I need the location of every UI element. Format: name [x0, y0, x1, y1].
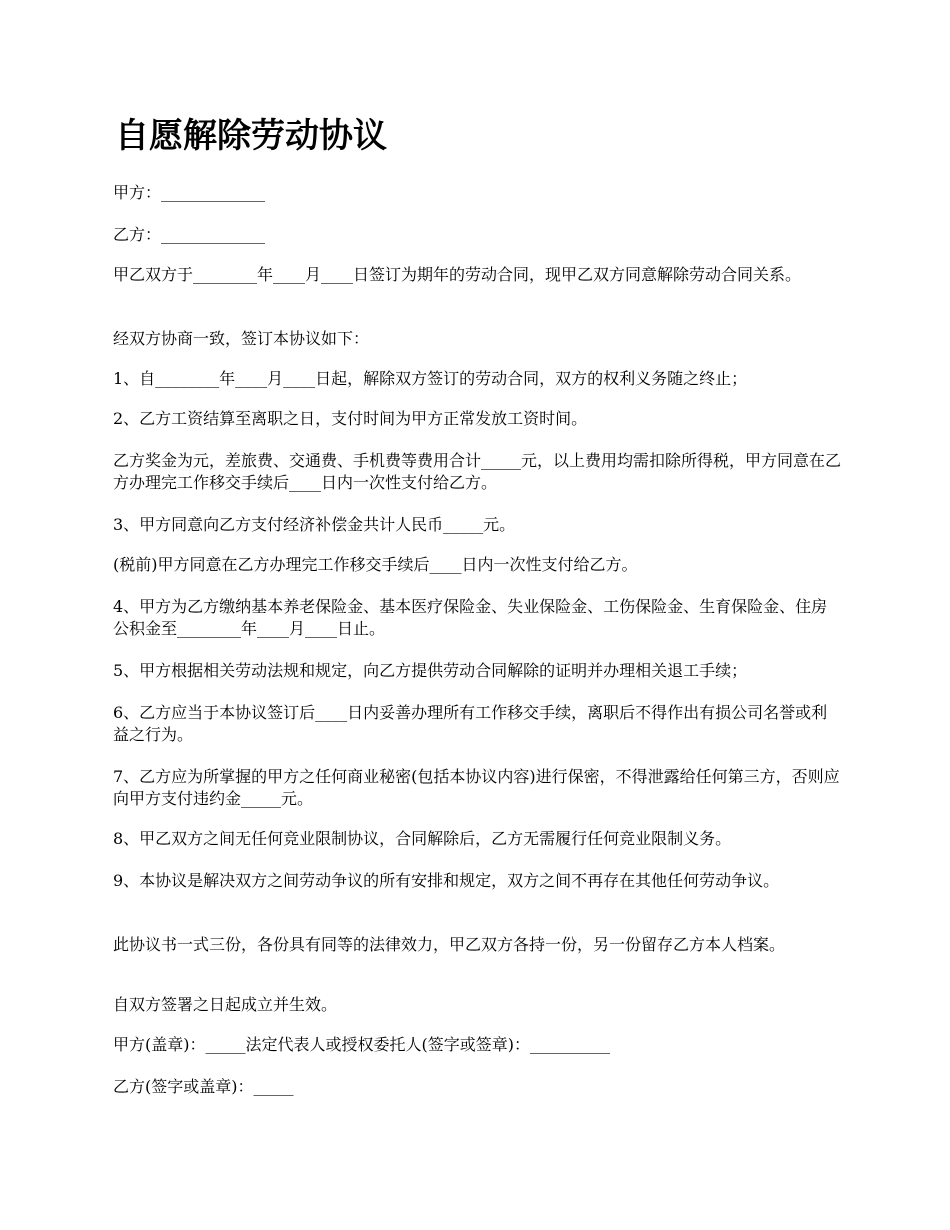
party-a-signature-line: 甲方(盖章)：_____法定代表人或授权委托人(签字或签章)：__________ [113, 1035, 610, 1054]
agreement-preamble: 经双方协商一致，签订本协议如下： [113, 329, 370, 348]
pre-tax-paragraph: (税前)甲方同意在乙方办理完工作移交手续后____日内一次性支付给乙方。 [113, 555, 638, 574]
document-title: 自愿解除劳动协议 [115, 116, 387, 156]
clause-8: 8、甲乙双方之间无任何竞业限制协议，合同解除后，乙方无需履行任何竞业限制义务。 [113, 829, 732, 848]
clause-1: 1、自________年____月____日起，解除双方签订的劳动合同，双方的权利义务随之终止； [113, 369, 748, 388]
clause-2: 2、乙方工资结算至离职之日，支付时间为甲方正常发放工资时间。 [113, 409, 588, 428]
clause-6: 6、乙方应当于本协议签订后____日内妥善办理所有工作移交手续，离职后不得作出有损公司名誉或利益之行为。 [113, 703, 828, 744]
effective-paragraph: 自双方签署之日起成立并生效。 [113, 995, 338, 1014]
intro-paragraph: 甲乙双方于________年____月____日签订为期年的劳动合同，现甲乙双方同意解除劳动合同关系。 [113, 265, 802, 284]
clause-9: 9、本协议是解决双方之间劳动争议的所有安排和规定，双方之间不再存在其他任何劳动争议。 [113, 871, 780, 890]
copies-paragraph: 此协议书一式三份，各份具有同等的法律效力，甲乙双方各持一份，另一份留存乙方本人档案。 [113, 935, 786, 954]
clause-3: 3、甲方同意向乙方支付经济补偿金共计人民币_____元。 [113, 515, 516, 534]
bonus-paragraph: 乙方奖金为元，差旅费、交通费、手机费等费用合计_____元，以上费用均需扣除所得税，甲方同意在乙方办理完工作移交手续后____日内一次性支付给乙方。 [113, 451, 842, 492]
clause-4: 4、甲方为乙方缴纳基本养老保险金、基本医疗保险金、失业保险金、工伤保险金、生育保险金、住房公积金至________年____月____日止。 [113, 597, 828, 638]
party-b-signature-line: 乙方(签字或盖章)：_____ [113, 1077, 294, 1096]
party-a-line: 甲方：_____________ [113, 183, 266, 202]
clause-7: 7、乙方应为所掌握的甲方之任何商业秘密(包括本协议内容)进行保密，不得泄露给任何第三方，否则应向甲方支付违约金_____元。 [113, 767, 840, 808]
party-b-line: 乙方：_____________ [113, 225, 266, 244]
clause-5: 5、甲方根据相关劳动法规和规定，向乙方提供劳动合同解除的证明并办理相关退工手续； [113, 661, 748, 680]
